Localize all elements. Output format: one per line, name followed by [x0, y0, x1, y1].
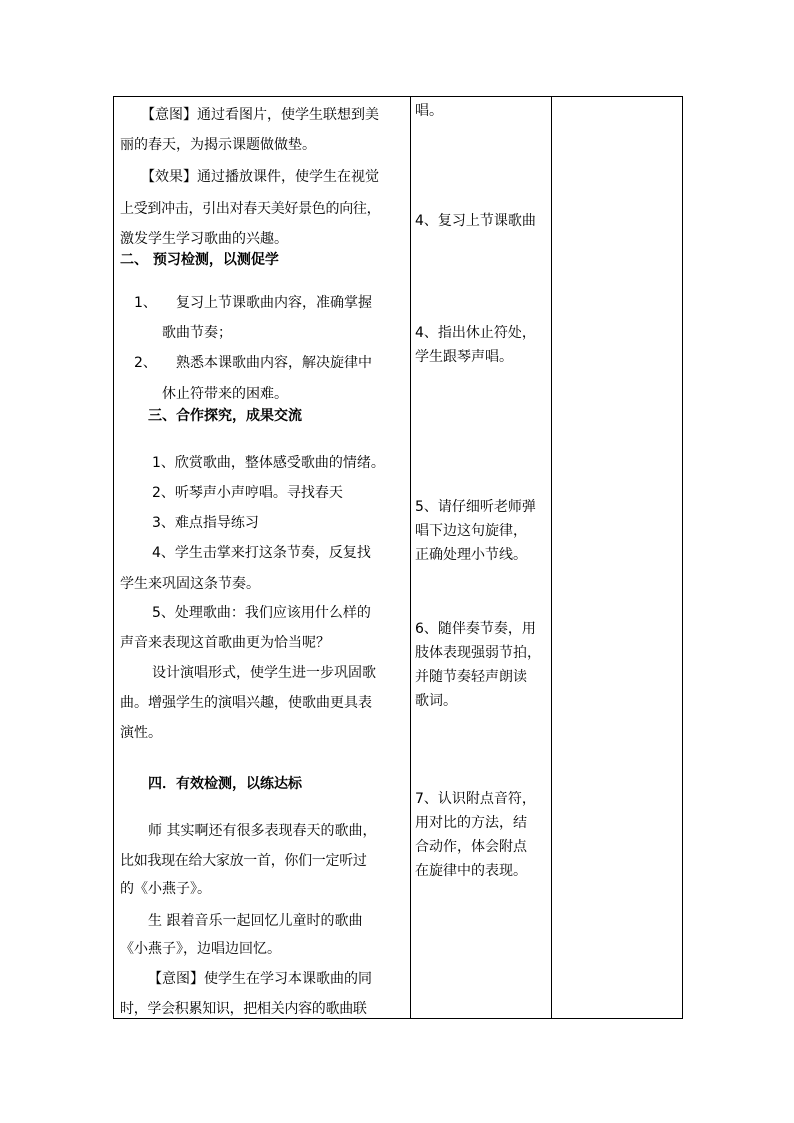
text-line: 熟悉本课歌曲内容，解决旋律中 — [176, 355, 372, 371]
text-line: 在旋律中的表现。 — [415, 863, 527, 879]
text-line: 声音来表现这首歌曲更为恰当呢？ — [120, 635, 330, 651]
text-line: 休止符带来的困难。 — [162, 386, 288, 402]
text-line: 学生来巩固这条节奏。 — [120, 576, 260, 592]
text-line: 正确处理小节线。 — [415, 547, 527, 563]
text-line: 激发学生学习歌曲的兴趣。 — [120, 231, 288, 247]
text-line: 学生跟琴声唱。 — [415, 349, 513, 365]
text-line: 7、认识附点音符， — [415, 791, 536, 807]
text-line: 师 其实啊还有很多表现春天的歌曲， — [148, 823, 377, 839]
text-line: 2、听琴声小声哼唱。寻找春天 — [152, 485, 343, 501]
text-line: 4、复习上节课歌曲 — [415, 213, 536, 229]
text-line: 3、难点指导练习 — [152, 515, 259, 531]
text-line: 4、学生击掌来打这条节奏，反复找 — [152, 545, 371, 561]
section-heading: 三、合作探究，成果交流 — [148, 408, 302, 424]
text-line: 演性。 — [120, 725, 162, 741]
text-line: 唱下边这句旋律， — [415, 523, 527, 539]
text-line: 6、随伴奏节奏，用 — [415, 621, 536, 637]
list-number: 2、 — [134, 355, 157, 371]
notes-cell — [552, 97, 683, 1019]
teaching-process-cell — [114, 97, 411, 1019]
text-line: 比如我现在给大家放一首，你们一定听过 — [120, 853, 367, 869]
text-line: 5、处理歌曲：我们应该用什么样的 — [152, 605, 371, 621]
table-row — [114, 97, 683, 1019]
text-line: 唱。 — [415, 103, 443, 119]
text-line: 【意图】通过看图片，使学生联想到美 — [141, 107, 379, 123]
section-heading: 二、 预习检测，以测促学 — [120, 252, 279, 268]
text-line: 4、指出休止符处， — [415, 325, 536, 341]
section-heading: 四．有效检测，以练达标 — [148, 776, 302, 792]
text-line: 丽的春天，为揭示课题做做垫。 — [120, 137, 316, 153]
text-line: 【意图】使学生在学习本课歌曲的同 — [148, 971, 372, 987]
text-line: 用对比的方法，结 — [415, 815, 527, 831]
student-activity-cell — [411, 97, 552, 1019]
text-line: 1、欣赏歌曲，整体感受歌曲的情绪。 — [152, 455, 385, 471]
text-line: 歌曲节奏； — [162, 325, 232, 341]
text-line: 的《小燕子》。 — [120, 881, 211, 897]
text-line: 设计演唱形式，使学生进一步巩固歌 — [152, 665, 376, 681]
text-line: 曲。增强学生的演唱兴趣，使歌曲更具表 — [120, 695, 372, 711]
text-line: 【效果】通过播放课件，使学生在视觉 — [141, 169, 379, 185]
lesson-plan-table — [113, 96, 683, 1019]
text-line: 5、请仔细听老师弹 — [415, 499, 536, 515]
text-line: 生 跟着音乐一起回忆儿童时的歌曲 — [148, 913, 363, 929]
text-line: 并随节奏轻声朗读 — [415, 669, 527, 685]
text-line: 歌词。 — [415, 693, 457, 709]
text-line: 复习上节课歌曲内容，准确掌握 — [176, 295, 372, 311]
text-line: 肢体表现强弱节拍， — [415, 645, 541, 661]
text-line: 上受到冲击，引出对春天美好景色的向往， — [120, 201, 381, 217]
list-number: 1、 — [134, 295, 157, 311]
text-line: 合动作，体会附点 — [415, 839, 527, 855]
text-line: 《小燕子》，边唱边回忆。 — [120, 941, 281, 957]
text-line: 时，学会积累知识，把相关内容的歌曲联 — [120, 1001, 367, 1017]
